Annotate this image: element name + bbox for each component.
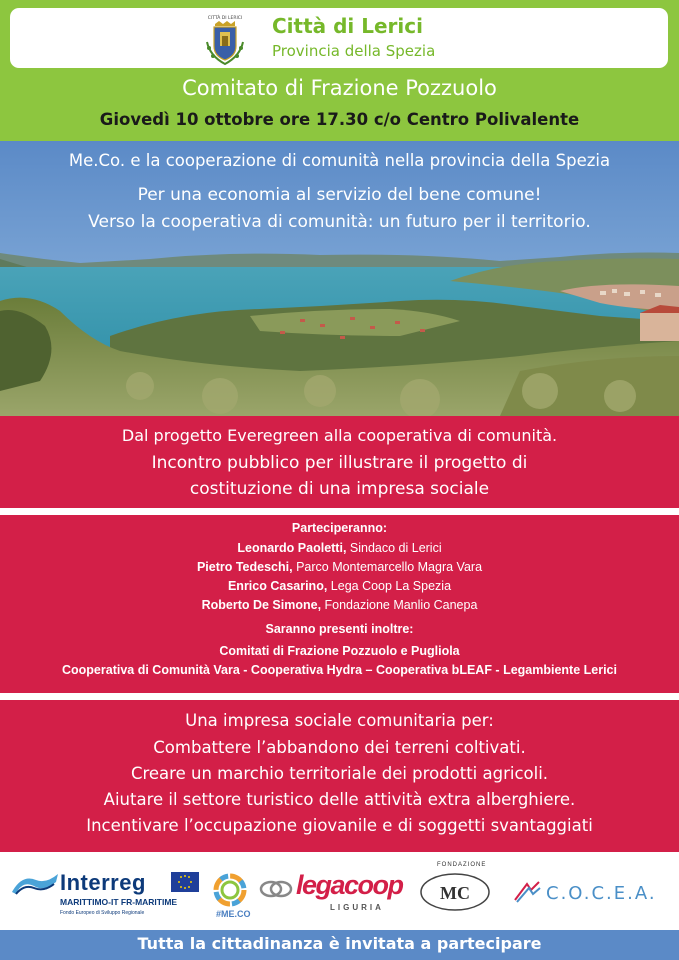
cocea-logo-text: C.O.C.E.A. bbox=[546, 883, 657, 904]
also-present-heading: Saranno presenti inoltre: bbox=[265, 622, 414, 636]
header-card bbox=[10, 8, 668, 68]
crest-label: CITTÀ DI LERICI bbox=[207, 16, 243, 21]
header-band bbox=[0, 0, 679, 141]
goal-item: Creare un marchio territoriale dei prodotti agricoli. bbox=[130, 764, 549, 783]
coastline-landscape-image bbox=[0, 141, 679, 416]
legacoop-region: LIGURIA bbox=[330, 903, 384, 912]
speaker-row: Roberto De Simone, Fondazione Manlio Canepa bbox=[201, 598, 478, 612]
intro-line-1: Me.Co. e la cooperazione di comunità nella provincia della Spezia bbox=[68, 151, 611, 170]
mc-logo-text: MC bbox=[440, 883, 470, 903]
project-line-3: costituzione di una impresa sociale bbox=[189, 479, 490, 499]
city-crest-icon bbox=[201, 12, 249, 66]
project-line-2: Incontro pubblico per illustrare il progetto di bbox=[151, 453, 528, 473]
legacoop-logo-text: legacoop bbox=[296, 870, 403, 900]
also-present-committees: Comitati di Frazione Pozzuolo e Pugliola bbox=[219, 644, 460, 658]
mc-foundation-logo-icon bbox=[418, 870, 492, 914]
interreg-fund: Fondo Europeo di Sviluppo Regionale bbox=[60, 910, 145, 916]
intro-line-3: Verso la cooperativa di comunità: un futuro per il territorio. bbox=[88, 212, 591, 232]
goals-section bbox=[0, 700, 679, 852]
province-name: Provincia della Spezia bbox=[272, 42, 436, 60]
city-name: Città di Lerici bbox=[272, 14, 423, 38]
speaker-row: Leonardo Paoletti, Sindaco di Lerici bbox=[237, 541, 442, 555]
cocea-logo-icon bbox=[513, 880, 541, 904]
mc-foundation-label: FONDAZIONE bbox=[437, 862, 487, 868]
speaker-row: Pietro Tedeschi, Parco Montemarcello Magra Vara bbox=[196, 560, 483, 574]
project-section bbox=[0, 416, 679, 508]
meeting-info: Giovedì 10 ottobre ore 17.30 c/o Centro Polivalente bbox=[99, 110, 580, 129]
speaker-row: Enrico Casarino, Lega Coop La Spezia bbox=[227, 579, 452, 593]
participants-heading: Parteciperanno: bbox=[291, 521, 388, 535]
goal-item: Incentivare l’occupazione giovanile e di soggetti svantaggiati bbox=[86, 816, 593, 835]
interreg-program: MARITTIMO-IT FR-MARITIME bbox=[60, 897, 178, 907]
legacoop-rings-icon bbox=[258, 876, 294, 902]
meco-logo-icon bbox=[212, 872, 248, 908]
eu-flag-icon bbox=[171, 872, 199, 892]
participants-section bbox=[0, 515, 679, 693]
invitation-footer: Tutta la cittadinanza è invitata a partecipare bbox=[0, 930, 679, 960]
goal-item: Combattere l’abbandono dei terreni coltivati. bbox=[153, 738, 526, 757]
interreg-logo-text: Interreg bbox=[60, 870, 146, 895]
goals-intro: Una impresa sociale comunitaria per: bbox=[185, 711, 494, 730]
also-present-cooperatives: Cooperativa di Comunità Vara - Cooperativa Hydra – Cooperativa bLEAF - Legambiente Lerici bbox=[62, 663, 617, 677]
committee-title: Comitato di Frazione Pozzuolo bbox=[182, 76, 497, 100]
intro-line-2: Per una economia al servizio del bene comune! bbox=[137, 185, 542, 205]
partner-logos bbox=[0, 852, 679, 930]
meco-logo-text: #ME.CO bbox=[216, 909, 251, 919]
goal-item: Aiutare il settore turistico delle attività extra alberghiere. bbox=[103, 790, 576, 809]
project-line-1: Dal progetto Everegreen alla cooperativa di comunità. bbox=[121, 426, 558, 445]
interreg-wave-icon bbox=[10, 870, 60, 898]
